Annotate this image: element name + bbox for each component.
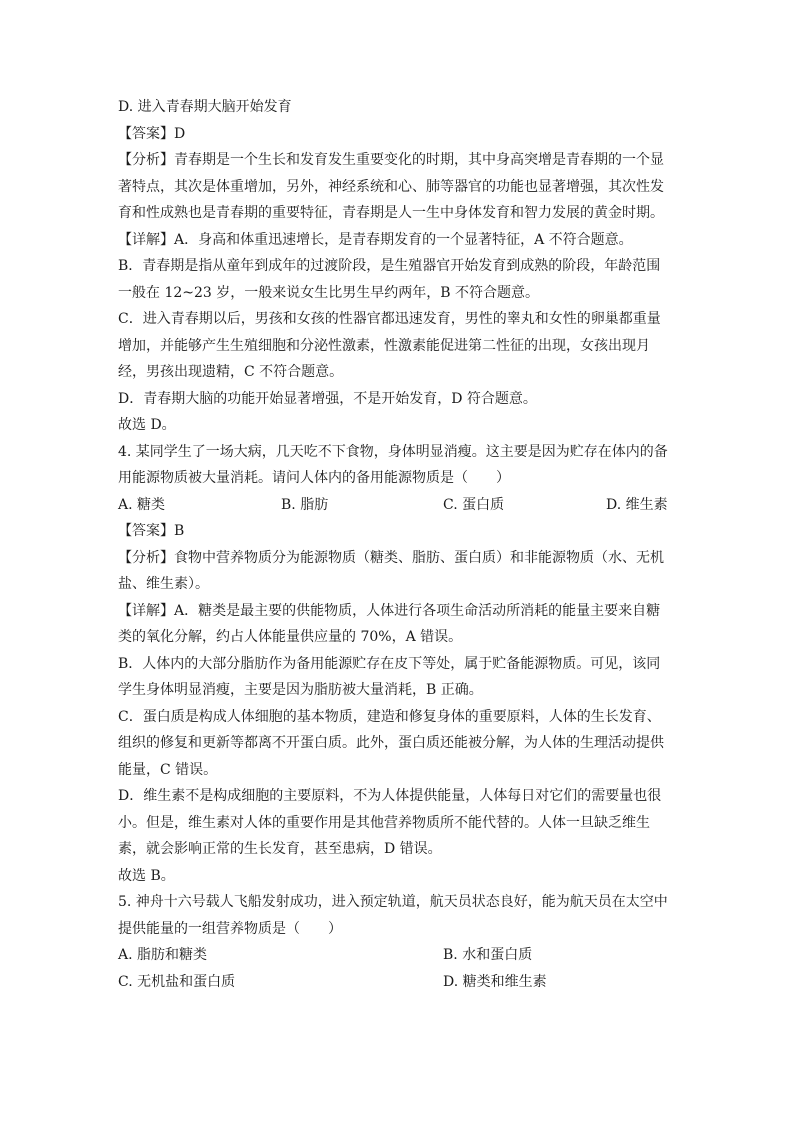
q4-answer: 【答案】B bbox=[118, 523, 185, 539]
q4-conclusion: 故选 B。 bbox=[118, 867, 175, 884]
q3-conclusion: 故选 D。 bbox=[118, 417, 176, 433]
q4-detail-line: 素，就会影响正常的生长发育，甚至患病，D 错误。 bbox=[118, 841, 442, 857]
q5-stem-line: 5. 神舟十六号载人飞船发射成功，进入预定轨道，航天员状态良好，能为航天员在太空中 bbox=[118, 894, 668, 910]
q3-option-d: D. 进入青春期大脑开始发育 bbox=[118, 99, 292, 115]
q4-option-d: D. 维生素 bbox=[606, 496, 668, 513]
q4-analysis-line: 【分析】食物中营养物质分为能源物质（糖类、脂肪、蛋白质）和非能源物质（水、无机 bbox=[118, 549, 664, 566]
q4-option-a: A. 糖类 bbox=[118, 496, 166, 513]
q4-detail-line: 小。但是，维生素对人体的重要作用是其他营养物质所不能代替的。人体一旦缺乏维生 bbox=[118, 814, 650, 831]
q4-analysis-line: 盐、维生素）。 bbox=[118, 576, 209, 592]
q5-option-a: A. 脂肪和糖类 bbox=[118, 947, 208, 963]
q4-detail-line: 类的氧化分解，约占人体能量供应量的 70%，A 错误。 bbox=[118, 629, 463, 645]
q5-option-c: C. 无机盐和蛋白质 bbox=[118, 973, 236, 990]
q3-analysis-line: 【分析】青春期是一个生长和发育发生重要变化的时期，其中身高突增是青春期的一个显 bbox=[118, 152, 664, 168]
q4-detail-line: 学生身体明显消瘦，主要是因为脂肪被大量消耗，B 正确。 bbox=[118, 682, 483, 698]
q4-option-b: B. 脂肪 bbox=[281, 496, 329, 513]
q4-detail-line: 能量，C 错误。 bbox=[118, 761, 218, 778]
q4-detail-line: 【详解】A．糖类是最主要的供能物质，人体进行各项生命活动所消耗的能量主要来自糖 bbox=[118, 602, 661, 619]
q3-analysis-line: 著特点，其次是体重增加，另外，神经系统和心、肺等器官的功能也显著增强，其次性发 bbox=[118, 178, 664, 195]
q4-stem-line: 用能源物质被大量消耗。请问人体内的备用能源物质是（ ） bbox=[118, 470, 510, 486]
q5-stem-line: 提供能量的一组营养物质是（ ） bbox=[118, 920, 342, 937]
q3-detail-line: 一般在 12~23 岁，一般来说女生比男生早约两年，B 不符合题意。 bbox=[118, 284, 539, 301]
q4-detail-line: D．维生素不是构成细胞的主要原料，不为人体提供能量，人体每日对它们的需要量也很 bbox=[118, 788, 662, 804]
q4-detail-line: 组织的修复和更新等都离不开蛋白质。此外，蛋白质还能被分解，为人体的生理活动提供 bbox=[118, 735, 664, 751]
document-page bbox=[118, 94, 678, 995]
q3-detail-line: 【详解】A．身高和体重迅速增长，是青春期发育的一个显著特征，A 不符合题意。 bbox=[118, 231, 633, 248]
q3-detail-line: C．进入青春期以后，男孩和女孩的性器官都迅速发育，男性的睾丸和女性的卵巢都重量 bbox=[118, 311, 661, 327]
q3-analysis-line: 育和性成熟也是青春期的重要特征，青春期是人一生中身体发育和智力发展的黄金时期。 bbox=[118, 205, 664, 221]
q4-stem-line: 4. 某同学生了一场大病，几天吃不下食物，身体明显消瘦。这主要是因为贮存在体内的备 bbox=[118, 443, 668, 460]
q5-option-b: B. 水和蛋白质 bbox=[443, 947, 533, 963]
q3-answer: 【答案】D bbox=[118, 125, 186, 142]
q5-options-row bbox=[118, 942, 678, 969]
q4-options bbox=[118, 492, 678, 519]
q5-options-row bbox=[118, 969, 678, 996]
q3-detail-line: 经，男孩出现遗精，C 不符合题意。 bbox=[118, 364, 344, 380]
q3-detail-line: D．青春期大脑的功能开始显著增强，不是开始发育，D 符合题意。 bbox=[118, 390, 537, 407]
q5-option-d: D. 糖类和维生素 bbox=[443, 973, 547, 990]
q4-detail-line: C．蛋白质是构成人体细胞的基本物质，建造和修复身体的重要原料，人体的生长发育、 bbox=[118, 708, 661, 725]
q4-detail-line: B．人体内的大部分脂肪作为备用能源贮存在皮下等处，属于贮备能源物质。可见，该同 bbox=[118, 655, 661, 672]
q3-detail-line: B．青春期是指从童年到成年的过渡阶段，是生殖器官开始发育到成熟的阶段，年龄范围 bbox=[118, 258, 661, 274]
q3-detail-line: 增加，并能够产生生殖细胞和分泌性激素，性激素能促进第二性征的出现，女孩出现月 bbox=[118, 337, 650, 354]
q4-option-c: C. 蛋白质 bbox=[443, 496, 505, 513]
